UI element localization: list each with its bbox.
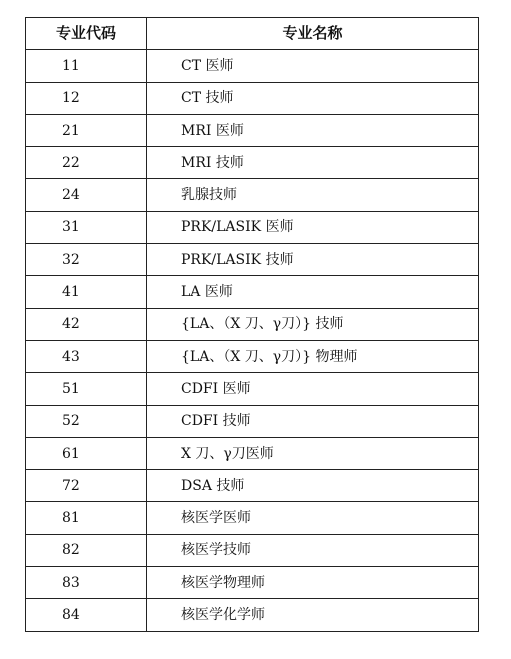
specialty-code-cell: 43 — [26, 340, 147, 372]
specialty-code-cell: 22 — [26, 147, 147, 179]
specialty-name-cell: 核医学技师 — [147, 534, 479, 566]
table-row — [26, 244, 479, 276]
table-row — [26, 437, 479, 469]
specialty-name-cell: LA 医师 — [147, 276, 479, 308]
table-row — [26, 147, 479, 179]
specialty-code-cell: 21 — [26, 114, 147, 146]
specialty-code-cell: 52 — [26, 405, 147, 437]
table-row — [26, 114, 479, 146]
specialty-name-cell: 核医学医师 — [147, 502, 479, 534]
specialty-code-cell: 61 — [26, 437, 147, 469]
specialty-name-cell: CT 技师 — [147, 82, 479, 114]
specialty-code-cell: 31 — [26, 211, 147, 243]
table-row — [26, 340, 479, 372]
table-row — [26, 405, 479, 437]
table-row — [26, 50, 479, 82]
specialty-code-cell: 72 — [26, 470, 147, 502]
specialty-code-cell: 82 — [26, 534, 147, 566]
specialty-code-cell: 41 — [26, 276, 147, 308]
specialty-name-cell: {LA、（X 刀、γ刀）} 技师 — [147, 308, 479, 340]
specialty-name-cell: {LA、（X 刀、γ刀）} 物理师 — [147, 340, 479, 372]
table-row — [26, 599, 479, 631]
specialty-code-cell: 42 — [26, 308, 147, 340]
specialty-code-cell: 24 — [26, 179, 147, 211]
specialty-name-cell: MRI 技师 — [147, 147, 479, 179]
table-row — [26, 534, 479, 566]
table-row — [26, 502, 479, 534]
table-row — [26, 470, 479, 502]
specialty-code-cell: 83 — [26, 567, 147, 599]
specialty-name-cell: CDFI 医师 — [147, 373, 479, 405]
table-header-row — [26, 18, 479, 50]
specialty-name-cell: PRK/LASIK 医师 — [147, 211, 479, 243]
specialty-name-cell: MRI 医师 — [147, 114, 479, 146]
cropped-footnote-text — [25, 653, 265, 659]
specialty-name-cell: 核医学物理师 — [147, 567, 479, 599]
table-body — [26, 50, 479, 631]
table-row — [26, 276, 479, 308]
specialty-code-cell: 81 — [26, 502, 147, 534]
table-row — [26, 567, 479, 599]
specialty-name-cell: DSA 技师 — [147, 470, 479, 502]
specialty-code-table — [25, 17, 479, 632]
table-row — [26, 308, 479, 340]
specialty-code-cell: 51 — [26, 373, 147, 405]
specialty-code-cell: 32 — [26, 244, 147, 276]
specialty-name-cell: X 刀、γ刀医师 — [147, 437, 479, 469]
table-row — [26, 373, 479, 405]
specialty-name-cell: 核医学化学师 — [147, 599, 479, 631]
specialty-code-cell: 11 — [26, 50, 147, 82]
table-row — [26, 82, 479, 114]
specialty-code-cell: 84 — [26, 599, 147, 631]
table-row — [26, 179, 479, 211]
specialty-name-cell: PRK/LASIK 技师 — [147, 244, 479, 276]
specialty-code-cell: 12 — [26, 82, 147, 114]
table-row — [26, 211, 479, 243]
specialty-name-cell: 乳腺技师 — [147, 179, 479, 211]
header-specialty-code: 专业代码 — [26, 18, 147, 50]
specialty-name-cell: CDFI 技师 — [147, 405, 479, 437]
specialty-name-cell: CT 医师 — [147, 50, 479, 82]
header-specialty-name: 专业名称 — [147, 18, 479, 50]
